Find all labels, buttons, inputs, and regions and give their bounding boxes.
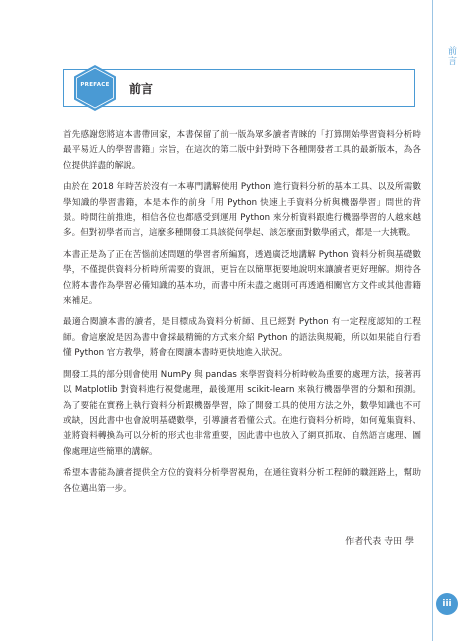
paragraph-6: 希望本書能為讀者提供全方位的資料分析學習視角，在通往資料分析工程師的職涯路上，幫助各位邁出第一步。 [63,468,421,494]
page-number: iii [436,593,458,615]
side-rule [432,0,433,641]
paragraph-4: 最適合閱讀本書的讀者，是目標成為資料分析師、且已經對 Python 有一定程度認知的工程師。會這麼說是因為書中會採最精簡的方式來介紹 Python 的語法與規範，所以如果能自行看懂 Python 官方教學，將會在閱讀本書時更快地進入狀況。 [63,317,421,359]
preface-body [63,128,421,503]
paragraph-5: 開發工具的部分則會使用 NumPy 與 pandas 來學習資料分析時較為重要的處理方法，接著再以 Matplotlib 對資料進行視覺處理，最後運用 scikit-learn 來執行機器學習的分類和預測。為了要能在實務上執行資料分析跟機器學習，除了開發工具的使用方法之外，數學知識也不可或缺，因此書中也會說明基礎數學，引導讀者看懂公式。在進行資料分析時，如何蒐集資料、並將資料轉換為可以分析的形式也非常重要，因此書中也放入了網頁抓取、自然語言處理、圖像處理這些簡單的講解。 [63,369,421,457]
side-chapter-label: 前言 [446,46,456,66]
page-title: 前言 [129,82,154,96]
paragraph-2: 由於在 2018 年時苦於沒有一本專門講解使用 Python 進行資料分析的基本工具、以及所需數學知識的學習書籍，本是本作的前身「用 Python 快速上手資料分析與機器學習」問世的背景。時間往前推進，相信各位也都感受到運用 Python 來分析資料跟進行機器學習的人越來越多。但對初學者而言，這麼多種開發工具該從何學起、該怎麼面對數學函式，都是一大挑戰。 [63,182,421,239]
paragraph-3: 本書正是為了正在苦惱前述問題的學習者所編寫，透過廣泛地講解 Python 資料分析與基礎數學，不僅提供資料分析時所需要的資訊，更旨在以簡單扼要地說明來讓讀者更好理解。期待各位將本書作為學習必備知識的基本功，而書中所未盡之處則可再透過相關官方文件或其他書籍來補足。 [63,249,421,307]
paragraph-1: 首先感謝您將這本書帶回家，本書保留了前一版為眾多讀者青睞的「打算開始學習資料分析時最平易近人的學習書籍」宗旨，在這次的第二版中針對時下各種開發者工具的最新版本，為各位提供詳盡的解說。 [63,130,421,171]
hexagon-icon [72,64,118,112]
preface-hexagon-badge [72,64,118,112]
author-signature: 作者代表 寺田 學 [345,537,414,547]
preface-badge-text: PREFACE [80,82,110,88]
